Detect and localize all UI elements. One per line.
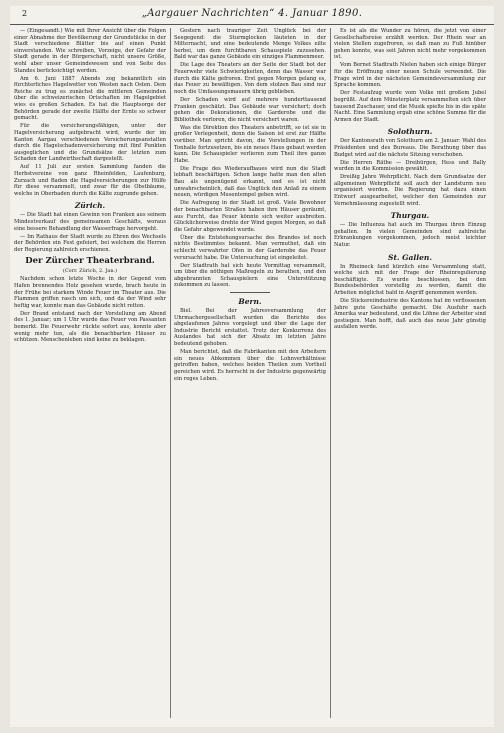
paragraph: — (Eingesandt.) Wie mit Ihrer Ansicht über die Folgen einer Abnahme der Bevölkerung der Grundstücke in der Stadt verschiedene Blätter bis auf einen Punkt einverstanden. Wie schreiben, Vorzeige, der Gefahr der Stadt gerade in der Bürgerschaft, nicht unsere Größe, wohl aber unser Gemeindewesen und von Seite des Standes berücksichtigt werden. [14,28,166,74]
column-divider [170,28,171,718]
paragraph: Dreißig Jahre Wehrpflicht. Nach dem Grundsatze der allgemeinen Wehrpflicht soll auch der Landsturm neu organisiert werden. Die Regierung hat dazu einen Entwurf ausgearbeitet, welcher den Gemeinden zur Vernehmlassung zugestellt wird. [334,174,486,207]
page-number: 2 [22,9,28,18]
paragraph: Gestern nach trauriger Zeit Unglück bei der Seegegend: die Sturmglocken läuteten in der Mitternacht, und eine bedeutende Menge Volkes eilte herbei, um dem furchtbaren Schauspiele zuzusehen. Bald war das ganze Gebäude ein einziges Flammenmeer. [174,28,326,61]
paragraph: Auf 11 Juli zur ersten Sammlung fanden die Herbstvereine von ganz Rheinfelden, Laufenburg, Zurzach und Baden die Hagelversicherungen zur Hülfe für diese versammelt, und zwar für die Obstbäume, welche in Oberbaden durch die Kälte zugrunde gehen. [14,164,166,197]
paragraph: Der Festaufzug wurde vom Volke mit großem Jubel begrüßt. Auf dem Münsterplatz versammelten sich über tausend Zuschauer, und die Musik spielte bis in die späte Nacht. Eine Sammlung ergab eine schöne Summe für die Armen der Stadt. [334,90,486,123]
paragraph: Man berichtet, daß die Fabrikanten mit den Arbeitern ein neues Abkommen über die Lohnverhältnisse getroffen haben, welches beiden Theilen zum Vortheil gereichen wird. Es herrscht in der Industrie gegenwärtig ein reges Leben. [174,349,326,382]
article-byline: (Corr. Zürich, 2. Jan.) [62,268,118,275]
column-3 [334,28,486,718]
paragraph: In Rheineck fand kürzlich eine Versammlung statt, welche sich mit der Frage der Rheinregulierung beschäftigte. Es wurde beschlossen, bei den Bundesbehörden vorstellig zu werden, damit die Arbeiten möglichst bald in Angriff genommen werden. [334,263,486,296]
column-2 [174,28,326,718]
page-header [10,6,494,25]
masthead: „Aargauer Nachrichten“ 4. Januar 1890. [141,8,363,19]
section-heading: Thurgau. [390,211,430,221]
paragraph: Der Brand entstand nach der Vorstellung am Abend des 1. Januar; um 1 Uhr wurde das Feuer von Passanten bemerkt. Die Feuerwehr rückte sofort aus, konnte aber wenig mehr tun, als die benachbarten Häuser zu schützen. Menschenleben sind keine zu beklagen. [14,310,166,344]
newspaper-page [10,6,494,727]
column-1 [14,28,166,718]
paragraph: Der Stadtrath hat sich heute Vormittag versammelt, um über die nöthigen Maßregeln zu berathen, und den abgebrannten Schauspielern eine Unterstützung zukommen zu lassen. [174,262,326,289]
paragraph: Über die Entstehungsursache des Brandes ist noch nichts Bestimmtes bekannt. Man vermuthet, daß ein schlecht verwahrter Ofen in der Garderobe das Feuer verursacht habe. Die Untersuchung ist eingeleitet. [174,234,326,261]
paragraph: Für die versicherungsfähigen, unter der Hagelversicherung aufgebracht wird, wurde der im Kanton Aargau verschiedenen Versicherungsanstalten durch die Hagelschadenversicherung mit fünf Punkten ausgeglichen und die Grundsätze der letzten zum Schaden der Landwirthschaft dargestellt. [14,123,166,163]
article-title: Der Zürcher Theaterbrand. [25,256,155,267]
paragraph: Die Stickereiindustrie des Kantons hat im verflossenen Jahre gute Geschäfte gemacht. Die Ausfuhr nach Amerika war bedeutend, und die Löhne der Arbeiter sind gestiegen. Man hofft, daß auch das neue Jahr günstig ausfallen werde. [334,298,486,331]
section-heading: St. Gallen. [388,252,432,262]
paragraph: Der Kantonsrath von Solothurn am 2. Januar: Wahl des Präsidenten und des Bureaus. Die Berathung über das Budget wird auf die nächste Sitzung verschoben. [334,138,486,158]
paragraph: — Die Influenza hat auch im Thurgau ihren Einzug gehalten. In vielen Gemeinden sind zahlreiche Erkrankungen vorgekommen, jedoch meist leichter Natur. [334,222,486,249]
column-divider [330,28,331,718]
section-separator [230,292,270,293]
paragraph: Vom Bernet Stadtrath Nielen haben sich einige Bürger für die Eröffnung einer neuen Schule verwendet. Die Frage wird in der nächsten Gemeindeversammlung zur Sprache kommen. [334,62,486,89]
paragraph: Der Schaden wird auf mehrere hunderttausend Franken geschätzt. Das Gebäude war versichert; doch gehen die Dekorationen, die Garderobe und die Bibliothek verloren, die nicht versichert waren. [174,96,326,123]
paragraph: Nachdem schon letzte Woche in der Gegend vom Hafen brennendes Holz gesehen wurde, brach heute in der Frühe bei starkem Winde Feuer im Theater aus. Die Flammen griffen rasch um sich, und da der Wind sehr heftig war, konnte man das Gebäude nicht retten. [14,276,166,309]
section-heading: Solothurn. [387,127,433,137]
paragraph: Die Frage des Wiederaufbaues wird nun die Stadt lebhaft beschäftigen. Schon lange hatte man den alten Bau als ungenügend erkannt, und es ist nicht unwahrscheinlich, daß das Unglück den Anlaß zu einem neuen, würdigen Musentempel geben wird. [174,165,326,199]
paragraph: — Im Rathaus der Stadt wurde zu Ehren des Wechsels der Behörden ein Fest gefeiert, bei welchem die Herren der Regierung zahlreich erschienen. [14,233,166,253]
section-heading: Zürich. [74,201,106,211]
paragraph: Es ist als die Wunder zu hören, die jetzt von einer Gesellschaftsreise erzählt werden. Der Rhein war an vielen Stellen zugefroren, so daß man zu Fuß hinüber gehen konnte, was seit Jahren nicht mehr vorgekommen ist. [334,28,486,61]
paragraph: Die Aufregung in der Stadt ist groß. Viele Bewohner der benachbarten Straßen haben ihre Häuser geräumt, aus Furcht, das Feuer könnte sich weiter ausbreiten. Glücklicherweise drehte der Wind gegen Morgen, so daß die Gefahr abgewendet wurde. [174,200,326,233]
paragraph: — Die Stadt hat einen Gewinn von Franken aus seinem Mindestverkauf des gemeinsamen Geschäfts, woraus eine bessere Behandlung der Wasserfrage hervorgeht. [14,212,166,232]
paragraph: Die Lage des Theaters an der Seite der Stadt bot der Feuerwehr viele Schwierigkeiten, denn das Wasser war durch die Kälte gefroren. Erst gegen Morgen gelang es, das Feuer zu bewältigen. Von dem stolzen Bau sind nur noch die Umfassungsmauern übrig geblieben. [174,62,326,95]
paragraph: Am 6. Juni 1887 Abends zog bekanntlich ein fürchterliches Hagelwetter von Westen nach Osten. Dem Reiche zu trug es zunächst die mittleren Gemeinden über die schweizerischen Ortschaften im Hagelgebiet wies es großen Schaden. Es hat die Hauptsorge der Behörden gerade der zweite Hälfte der Ernte so schwer gemacht. [14,75,166,122]
paragraph: Biel. Bei der Jahresversammlung der Uhrmachergesellschaft wurden die Berichte des abgelaufenen Jahres vorgelegt und über die Lage der Industrie Bericht erstattet. Trotz der Konkurrenz des Auslandes hat sich der Absatz im letzten Jahre bedeutend gehoben. [174,308,326,348]
section-heading: Bern. [238,297,262,307]
paragraph: Was die Direktion des Theaters anbetrifft, so ist sie in großer Verlegenheit, denn die Saison ist erst zur Hälfte vorüber. Man spricht davon, die Vorstellungen in der Tonhalle fortzusetzen, bis ein neues Haus gebaut werden kann. Die Schauspieler verlieren zum Theil ihre ganze Habe. [174,124,326,164]
paragraph: Die Herren Räthe — Dreibürgen, Hess und Bally wurden in die Kommission gewählt. [334,159,486,173]
